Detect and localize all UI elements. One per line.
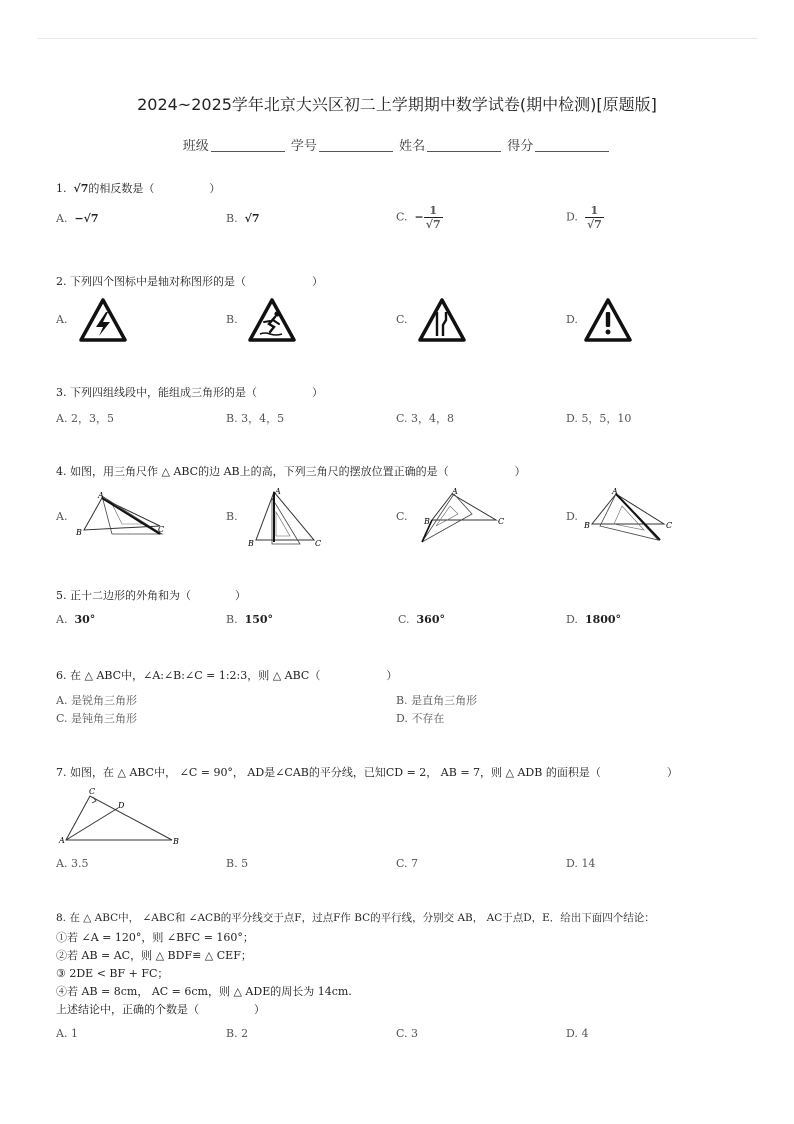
question-8-statement-1: ①若 ∠A = 120°，则 ∠BFC = 160°； xyxy=(56,931,254,944)
question-7-option-c[interactable]: C. 7 xyxy=(396,857,419,870)
question-6-option-a[interactable]: A. 是锐角三角形 xyxy=(56,694,137,707)
figure-c-label-b: B xyxy=(424,517,430,526)
question-3-stem: 3. 下列四组线段中，能组成三角形的是（ ） xyxy=(56,386,323,399)
q7-label-a: A xyxy=(59,836,65,845)
question-4-stem: 4. 如图，用三角尺作 △ ABC的边 AB上的高，下列三角尺的摆放位置正确的是（ ） xyxy=(56,465,526,478)
figure-a-label-a: A xyxy=(98,491,104,500)
question-3-option-a[interactable]: A. 2，3，5 xyxy=(56,412,114,425)
student-info-row xyxy=(0,135,794,154)
question-5-option-d[interactable]: D. 1800° xyxy=(566,613,622,626)
question-1-option-c[interactable]: C. − $\frac{1}{√7}$ xyxy=(396,204,441,231)
question-4-option-a[interactable]: A. xyxy=(56,510,68,523)
question-7-triangle-figure xyxy=(56,784,186,846)
question-8-option-b[interactable]: B. 2 xyxy=(226,1027,249,1040)
class-field-label: 班级 xyxy=(182,139,209,154)
figure-d-label-c: C xyxy=(666,521,673,530)
figure-b-label-a: A xyxy=(275,487,281,496)
exclamation-warning-sign-icon xyxy=(584,298,632,342)
question-7-stem: 7. 如图，在 △ ABC中， ∠C = 90°， AD是∠CAB的平分线，已知CD = 2， AB = 7，则 △ ADB 的面积是（ ） xyxy=(56,766,678,779)
question-5-option-c[interactable]: C. 360° xyxy=(398,613,445,626)
class-blank[interactable] xyxy=(211,139,285,152)
question-3-option-d[interactable]: D. 5，5，10 xyxy=(566,412,632,425)
question-8-option-a[interactable]: A. 1 xyxy=(56,1027,78,1040)
question-2-stem: 2. 下列四个图标中是轴对称图形的是（ ） xyxy=(56,275,323,288)
question-5-option-b[interactable]: B. 150° xyxy=(226,613,274,626)
high-voltage-sign-icon xyxy=(79,298,127,342)
question-5-option-a[interactable]: A. 30° xyxy=(56,613,96,626)
question-8-stem: 8. 在 △ ABC中， ∠ABC和 ∠ACB的平分线交于点F，过点F作 BC的平行线，分别交 AB， AC于点D，E．给出下面四个结论： xyxy=(56,912,655,924)
question-2-option-c[interactable]: C. xyxy=(396,313,408,326)
figure-d-label-b: B xyxy=(584,521,590,530)
question-4-figure-b xyxy=(244,486,330,548)
question-2-option-a[interactable]: A. xyxy=(56,313,68,326)
question-2-option-b[interactable]: B. xyxy=(226,313,238,326)
top-divider xyxy=(38,38,758,39)
figure-b-label-b: B xyxy=(248,539,254,548)
question-8-statement-3: ③ 2DE < BF + FC； xyxy=(56,967,169,980)
q7-label-d: D xyxy=(118,801,125,810)
question-4-figure-c xyxy=(412,486,512,546)
q7-label-b: B xyxy=(173,837,179,846)
question-7-option-a[interactable]: A. 3.5 xyxy=(56,857,89,870)
question-4-figure-d xyxy=(580,486,680,542)
question-8-statement-4: ④若 AB = 8cm， AC = 6cm，则 △ ADE的周长为 14cm. xyxy=(56,985,352,998)
question-5-stem: 5. 正十二边形的外角和为（ ） xyxy=(56,589,246,602)
question-1-option-d[interactable]: D. $\frac{1}{√7}$ xyxy=(566,204,602,231)
question-1-option-a[interactable]: A. −√7 xyxy=(56,212,99,225)
student-id-blank[interactable] xyxy=(319,139,393,152)
score-field-label: 得分 xyxy=(507,139,534,154)
figure-c-label-a: A xyxy=(452,487,458,496)
question-8-option-d[interactable]: D. 4 xyxy=(566,1027,589,1040)
question-4-figure-a xyxy=(72,490,172,540)
slippery-floor-sign-icon xyxy=(248,298,296,342)
question-1-stem: 1. √7的相反数是（ ） xyxy=(56,182,221,195)
question-3-option-b[interactable]: B. 3，4，5 xyxy=(226,412,285,425)
figure-b-label-c: C xyxy=(315,539,322,548)
question-4-option-b[interactable]: B. xyxy=(226,510,238,523)
narrow-road-sign-icon xyxy=(418,298,466,342)
question-3-option-c[interactable]: C. 3，4，8 xyxy=(396,412,455,425)
question-2-option-d[interactable]: D. xyxy=(566,313,578,326)
score-blank[interactable] xyxy=(535,139,609,152)
name-field-label: 姓名 xyxy=(399,139,426,154)
question-6-option-d[interactable]: D. 不存在 xyxy=(396,712,445,725)
question-1-option-b[interactable]: B. √7 xyxy=(226,212,260,225)
page-title: 2024~2025学年北京大兴区初二上学期期中数学试卷(期中检测)[原题版] xyxy=(137,95,657,114)
q7-label-c: C xyxy=(89,787,96,796)
question-6-option-c[interactable]: C. 是钝角三角形 xyxy=(56,712,138,725)
question-4-option-d[interactable]: D. xyxy=(566,510,578,523)
figure-a-label-b: B xyxy=(76,528,82,537)
question-8-conclusion: 上述结论中，正确的个数是（ ） xyxy=(56,1003,265,1016)
question-8-statement-2: ②若 AB = AC，则 △ BDF≌ △ CEF； xyxy=(56,949,252,962)
question-6-option-b[interactable]: B. 是直角三角形 xyxy=(396,694,478,707)
question-4-option-c[interactable]: C. xyxy=(396,510,408,523)
question-7-option-d[interactable]: D. 14 xyxy=(566,857,596,870)
figure-a-label-c: C xyxy=(158,525,165,534)
figure-d-label-a: A xyxy=(612,487,618,496)
question-7-option-b[interactable]: B. 5 xyxy=(226,857,249,870)
student-id-field-label: 学号 xyxy=(290,139,317,154)
question-8-option-c[interactable]: C. 3 xyxy=(396,1027,419,1040)
name-blank[interactable] xyxy=(427,139,501,152)
question-6-stem: 6. 在 △ ABC中，∠A:∠B:∠C = 1:2:3，则 △ ABC（ ） xyxy=(56,669,398,682)
figure-c-label-c: C xyxy=(498,517,505,526)
